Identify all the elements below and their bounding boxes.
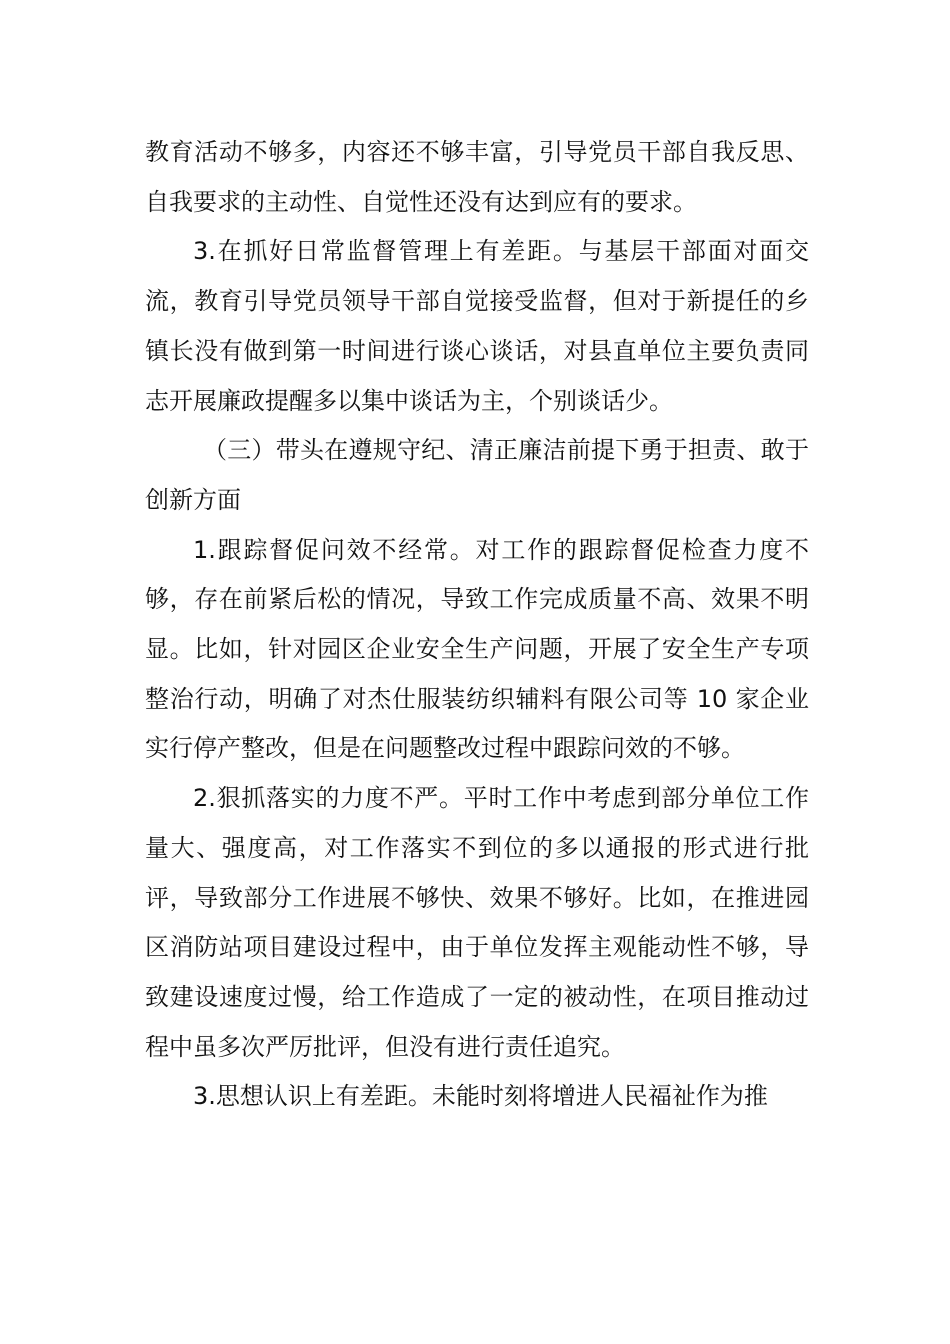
paragraph-item-3-awareness: 3.思想认识上有差距。未能时刻将增进人民福祉作为推 — [193, 1082, 768, 1111]
section-heading-3: （三）带头在遵规守纪、清正廉洁前提下勇于担责、敢于创新方面 — [145, 436, 809, 514]
paragraph-continuation: 教育活动不够多，内容还不够丰富，引导党员干部自我反思、自我要求的主动性、自觉性还没有达到应有的要求。 — [145, 138, 809, 216]
paragraph-item-1-follow-up: 1.跟踪督促问效不经常。对工作的跟踪督促检查力度不够，存在前紧后松的情况，导致工作完成质量不高、效果不明显。比如，针对园区企业安全生产问题，开展了安全生产专项整治行动，明确了对杰仕服装纺织辅料有限公司等 10 家企业实行停产整改，但是在问题整改过程中跟踪问效的不够。 — [145, 535, 809, 763]
document-body — [145, 128, 809, 1122]
paragraph-item-2-implementation: 2.狠抓落实的力度不严。平时工作中考虑到部分单位工作量大、强度高，对工作落实不到位的多以通报的形式进行批评，导致部分工作进展不够快、效果不够好。比如，在推进园区消防站项目建设过程中，由于单位发挥主观能动性不够，导致建设速度过慢，给工作造成了一定的被动性，在项目推动过程中虽多次严厉批评，但没有进行责任追究。 — [145, 784, 809, 1061]
paragraph-item-3-supervision: 3.在抓好日常监督管理上有差距。与基层干部面对面交流，教育引导党员领导干部自觉接受监督，但对于新提任的乡镇长没有做到第一时间进行谈心谈话，对县直单位主要负责同志开展廉政提醒多以集中谈话为主，个别谈话少。 — [145, 237, 809, 415]
